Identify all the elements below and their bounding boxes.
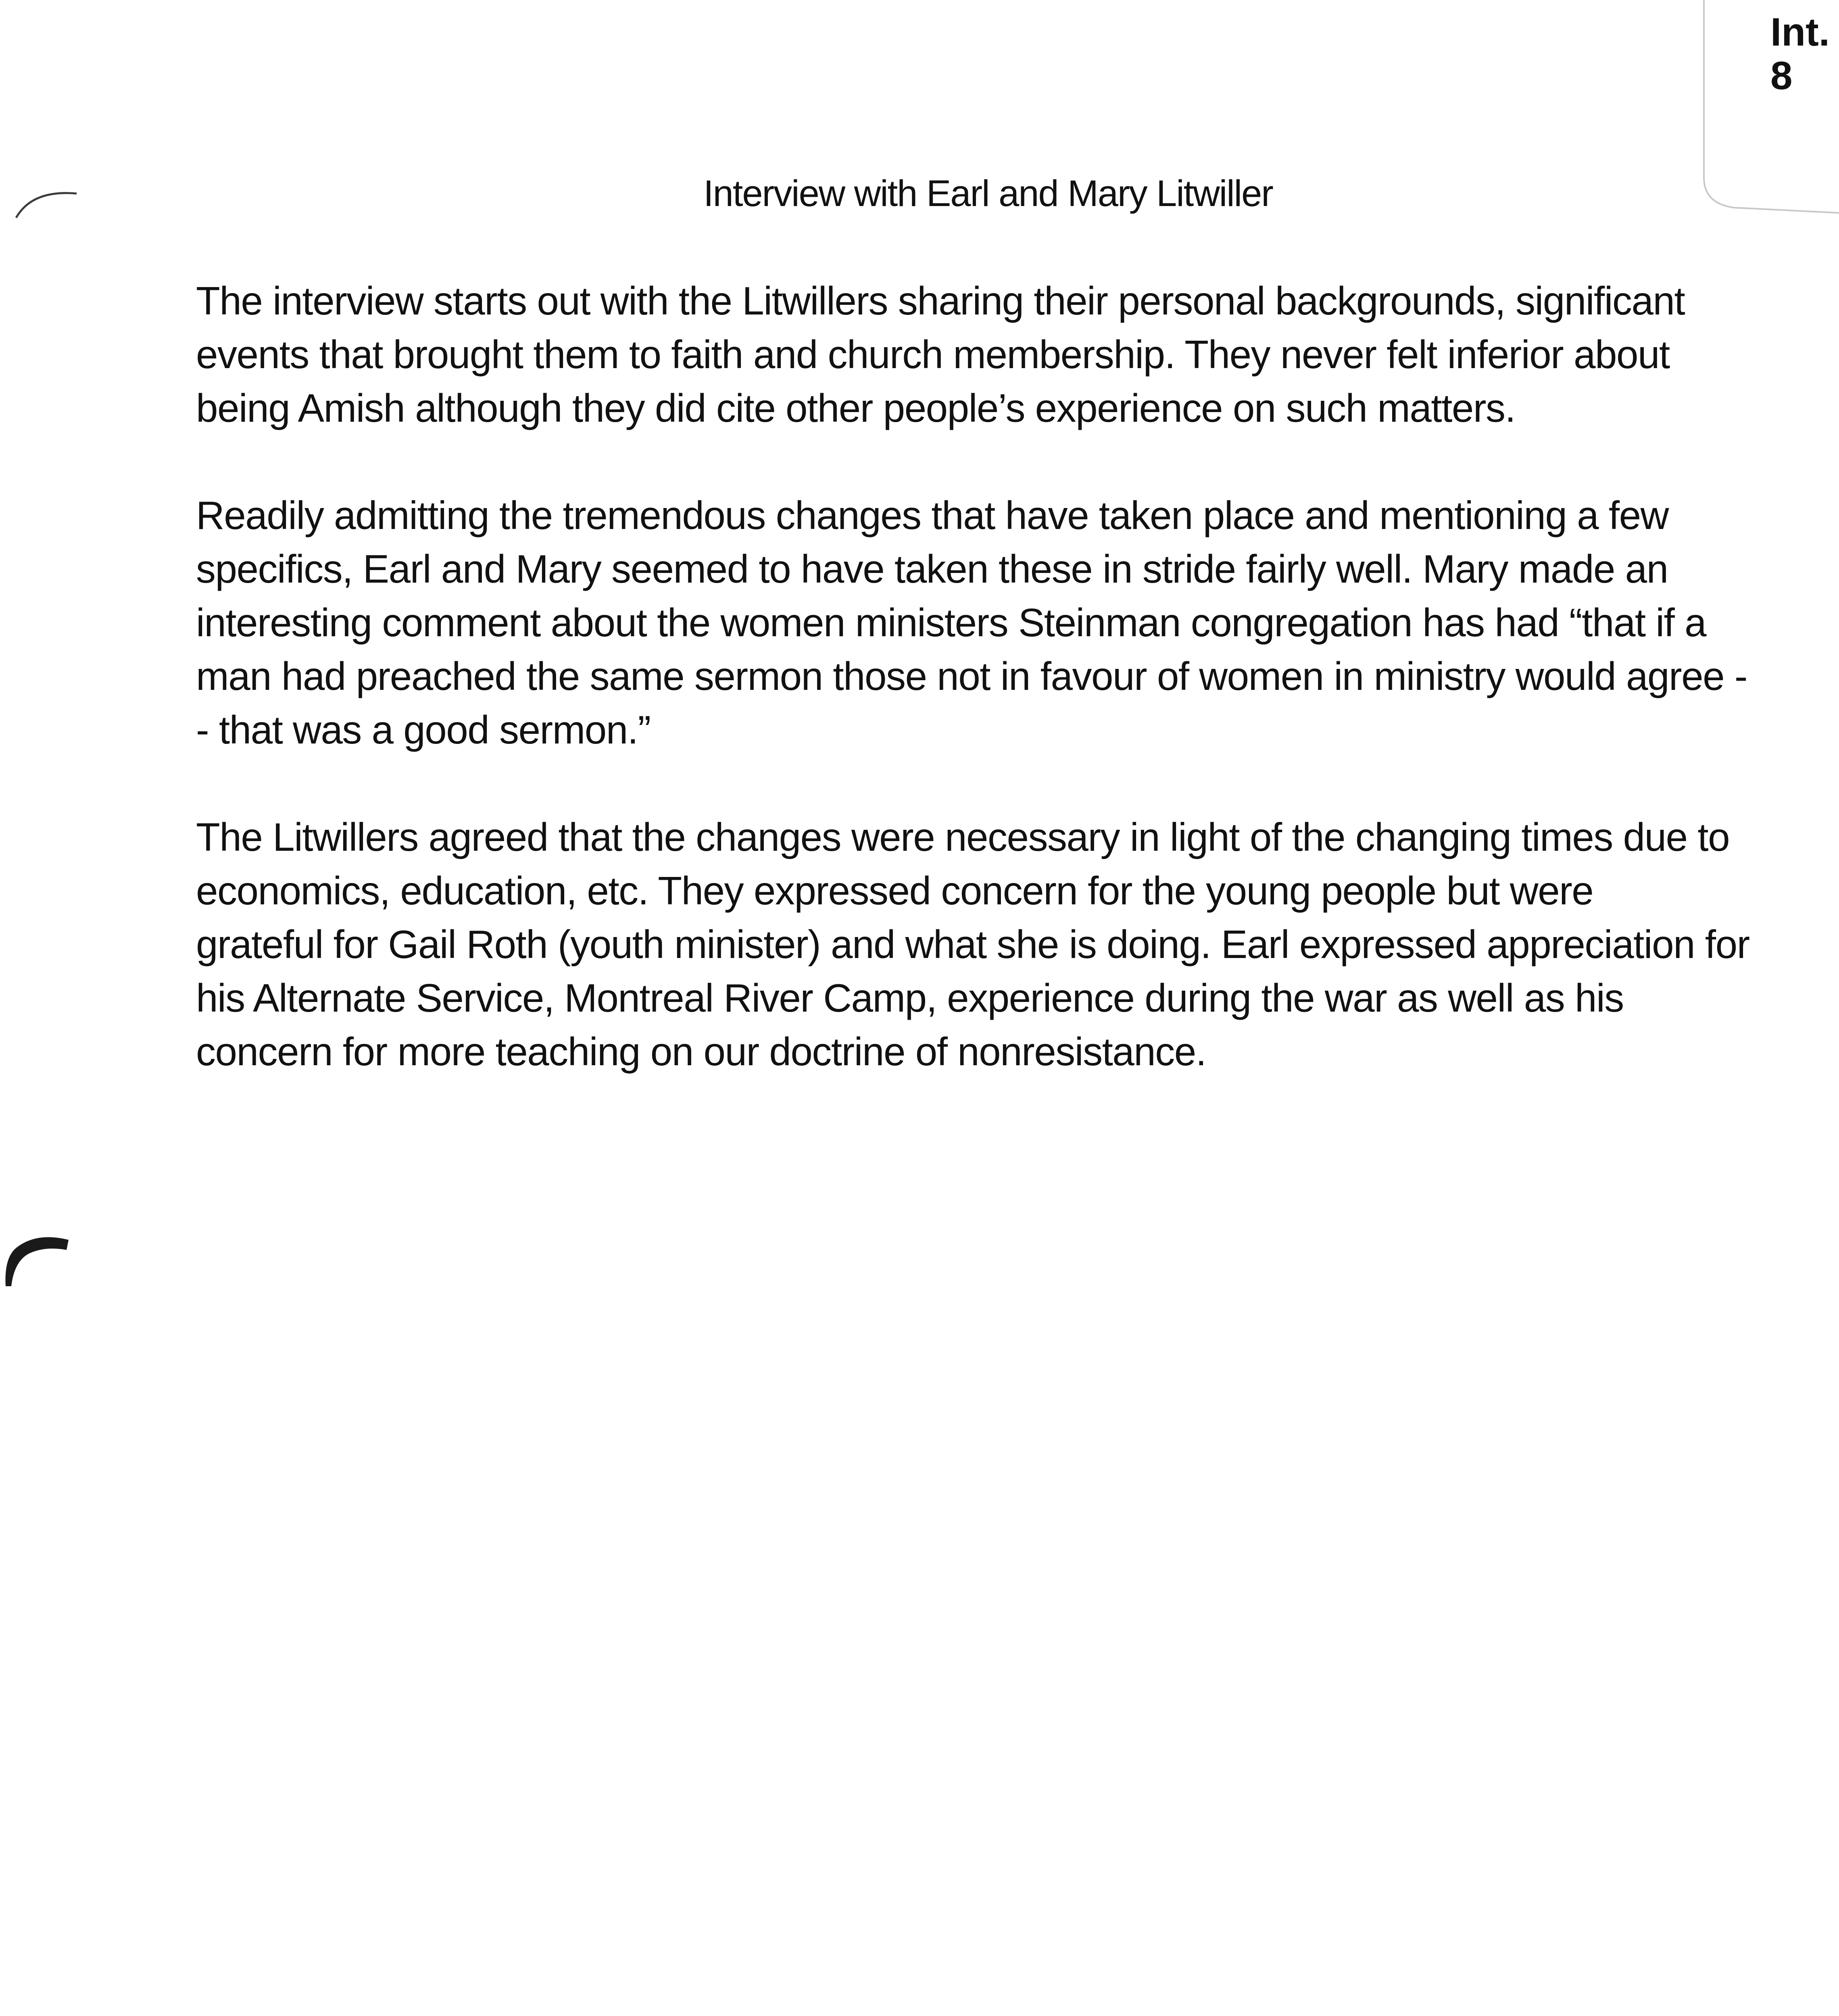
paragraph-line: concern for more teaching on our doctrine of nonresistance. [196,1029,1206,1074]
page-title [0,167,1839,220]
paragraph-line: specifics, Earl and Mary seemed to have taken these in stride fairly well. Mary made an [196,547,1668,591]
paragraph-line: economics, education, etc. They expressed concern for the young people but were [196,868,1593,913]
binder-hole-middle [0,1218,89,1290]
paragraph-line: The Litwillers agreed that the changes were necessary in light of the changing times due to [196,815,1730,859]
document-body [196,274,1793,1132]
paragraph-line: grateful for Gail Roth (youth minister) and what she is doing. Earl expressed appreciation for [196,922,1749,966]
paragraph-line: man had preached the same sermon those not in favour of women in ministry would agree - [196,654,1747,698]
page-title-text: Interview with Earl and Mary Litwiller [703,173,1273,214]
paragraph-line: his Alternate Service, Montreal River Camp, experience during the war as well as his [196,976,1624,1020]
paragraph-1 [196,274,1793,435]
paragraph-line: The interview starts out with the Litwillers sharing their personal backgrounds, significant [196,279,1685,323]
paragraph-line: being Amish although they did cite other people’s experience on such matters. [196,386,1516,430]
paragraph-line: interesting comment about the women ministers Steinman congregation has had “that if a [196,600,1706,645]
paragraph-2 [196,489,1793,757]
paragraph-3 [196,810,1793,1079]
tab-label-line1: Int. [1770,10,1830,54]
paragraph-line: Readily admitting the tremendous changes that have taken place and mentioning a few [196,493,1668,537]
index-tab-label [1770,10,1835,97]
paragraph-line: events that brought them to faith and church membership. They never felt inferior about [196,332,1670,377]
tab-label-line2: 8 [1770,53,1793,98]
paragraph-line: - that was a good sermon.” [196,708,651,752]
